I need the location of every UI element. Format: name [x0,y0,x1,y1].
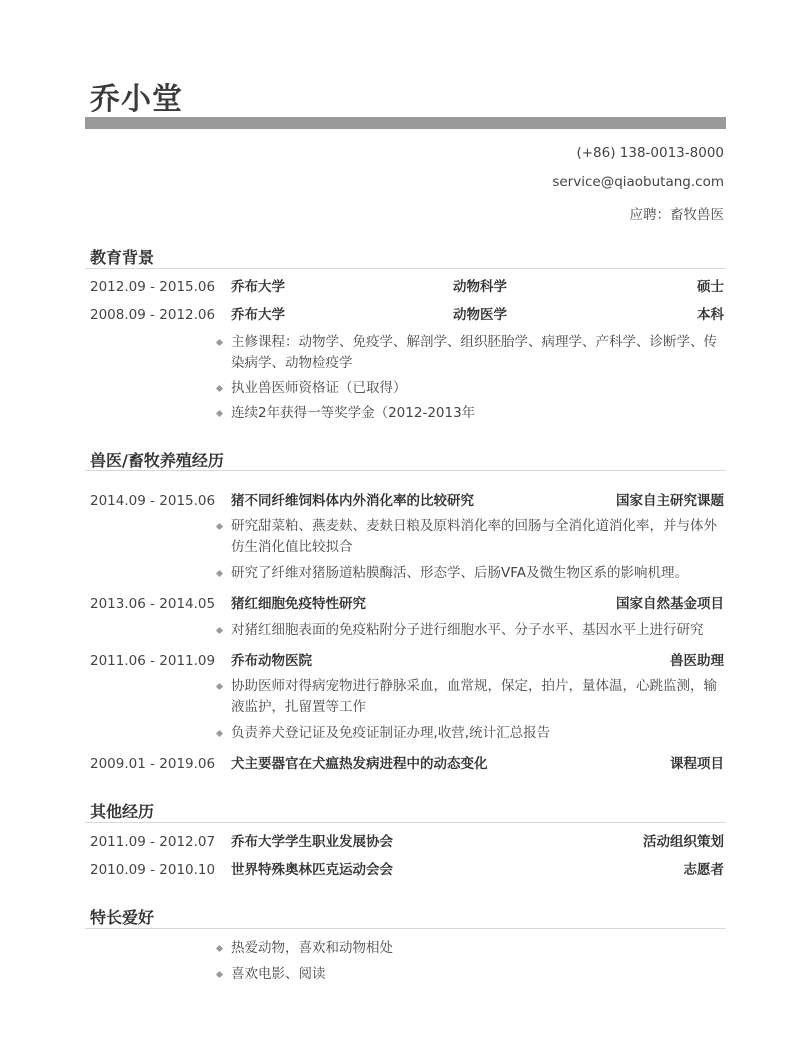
bullet-text: 对猪红细胞表面的免疫粘附分子进行细胞水平、分子水平、基因水平上进行研究 [231,622,704,638]
experience-bullet [231,620,725,641]
experience-name: 猪不同纤维饲料体内外消化率的比较研究 [231,493,474,509]
applicant-name: 乔小堂 [90,82,183,117]
section-divider [85,470,726,471]
experience-name: 犬主要器官在犬瘟热发病进程中的动态变化 [231,756,488,772]
position-applied: 应聘：畜牧兽医 [629,207,724,223]
experience-row [90,491,724,511]
bullet-text: 协助医师对得病宠物进行静脉采血，血常规，保定，拍片，量体温，心跳监测，输液监护，扎留置等工作 [231,678,717,715]
other-role: 志愿者 [683,862,724,878]
education-major: 动物医学 [453,307,507,323]
education-bullet [231,403,725,424]
education-school: 乔布大学 [231,307,285,323]
experience-date: 2014.09 - 2015.06 [90,493,216,509]
bullet-diamond-icon [216,730,223,737]
education-date: 2012.09 - 2015.06 [90,279,216,295]
experience-date: 2009.01 - 2019.06 [90,756,216,772]
bullet-text: 主修课程：动物学、免疫学、解剖学、组织胚胎学、病理学、产科学、诊断学、传染病学、动物检疫学 [231,334,717,371]
bullet-diamond-icon [216,339,223,346]
bullet-diamond-icon [216,971,223,978]
experience-row [90,594,724,614]
bullet-diamond-icon [216,385,223,392]
experience-row [90,754,724,774]
section-title-experience: 兽医/畜牧养殖经历 [90,451,224,470]
experience-bullet [231,676,725,718]
education-school: 乔布大学 [231,279,285,295]
hobby-bullet [231,964,725,985]
education-row [90,277,724,297]
bullet-diamond-icon [216,570,223,577]
bullet-text: 连续2年获得一等奖学金（2012-2013年 [231,405,476,421]
education-date: 2008.09 - 2012.06 [90,307,216,323]
bullet-text: 喜欢电影、阅读 [231,966,326,982]
bullet-diamond-icon [216,627,223,634]
experience-role: 兽医助理 [670,653,724,669]
education-bullet [231,378,725,399]
experience-role: 国家自主研究课题 [616,493,724,509]
other-name: 世界特殊奥林匹克运动会会 [231,862,393,878]
phone-number: (+86) 138-0013-8000 [576,145,724,161]
bullet-text: 研究了纤维对猪肠道粘膜酶活、形态学、后肠VFA及微生物区系的影响机理。 [231,565,688,581]
experience-date: 2013.06 - 2014.05 [90,596,216,612]
bullet-text: 执业兽医师资格证（已取得） [231,380,407,396]
experience-date: 2011.06 - 2011.09 [90,653,216,669]
bullet-text: 研究甜菜粕、燕麦麸、麦麸日粮及原料消化率的回肠与全消化道消化率，并与体外仿生消化值比较拟合 [231,518,717,555]
education-bullet [231,332,725,374]
experience-bullet [231,723,725,744]
section-divider [85,822,726,823]
section-divider [85,268,726,269]
other-date: 2010.09 - 2010.10 [90,862,216,878]
experience-role: 课程项目 [670,756,724,772]
other-row [90,860,724,880]
other-date: 2011.09 - 2012.07 [90,834,216,850]
bullet-diamond-icon [216,410,223,417]
hobby-bullet [231,938,725,959]
education-row [90,305,724,325]
name-divider [85,117,726,129]
other-name: 乔布大学学生职业发展协会 [231,834,393,850]
experience-row [90,651,724,671]
education-degree: 硕士 [697,279,724,295]
email-address: service@qiaobutang.com [552,174,724,190]
section-divider [85,928,726,929]
experience-name: 乔布动物医院 [231,653,312,669]
other-row [90,832,724,852]
education-major: 动物科学 [453,279,507,295]
experience-bullet [231,563,725,584]
bullet-text: 热爱动物，喜欢和动物相处 [231,940,393,956]
section-title-education: 教育背景 [90,248,155,267]
bullet-diamond-icon [216,523,223,530]
experience-bullet [231,516,725,558]
other-role: 活动组织策划 [643,834,724,850]
bullet-text: 负责养犬登记证及免疫证制证办理,收营,统计汇总报告 [231,725,551,741]
bullet-diamond-icon [216,945,223,952]
bullet-diamond-icon [216,683,223,690]
experience-role: 国家自然基金项目 [616,596,724,612]
section-title-hobbies: 特长爱好 [90,908,155,927]
education-degree: 本科 [697,307,724,323]
section-title-other: 其他经历 [90,802,155,821]
experience-name: 猪红细胞免疫特性研究 [231,596,366,612]
